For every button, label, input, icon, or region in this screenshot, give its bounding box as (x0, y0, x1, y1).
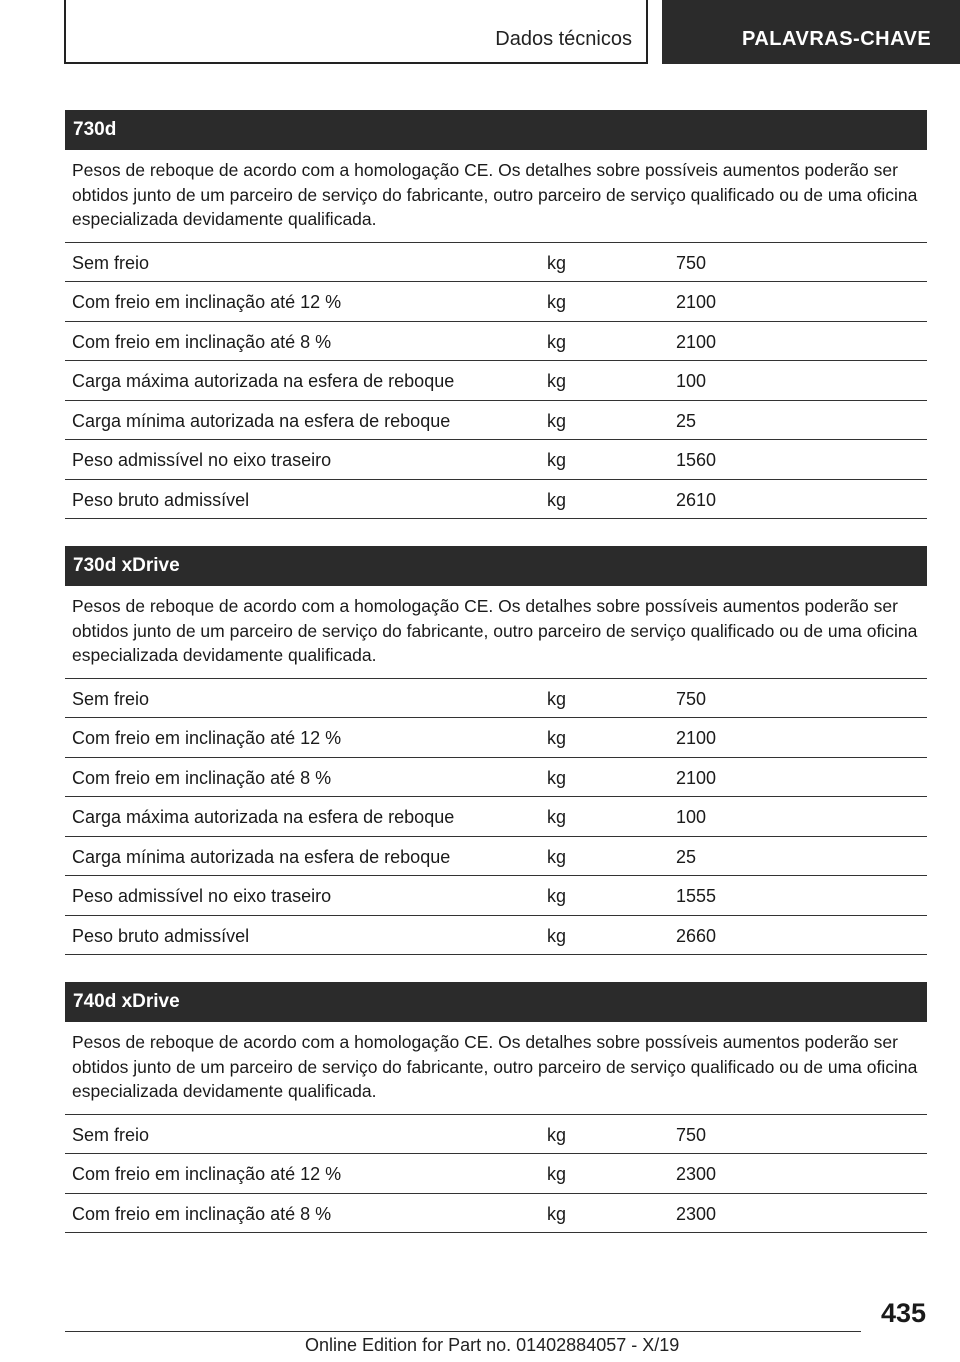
table-row (65, 876, 927, 916)
table-row (65, 916, 927, 956)
row-value: 2300 (676, 1164, 717, 1184)
row-label: Carga máxima autorizada na esfera de reboque (72, 371, 455, 391)
row-label: Peso admissível no eixo traseiro (72, 450, 332, 470)
row-label: Sem freio (72, 1124, 150, 1145)
row-value: 1560 (676, 450, 717, 470)
row-unit: kg (547, 767, 567, 788)
row-label: Com freio em inclinação até 8 % (72, 331, 332, 352)
row-value: 2100 (676, 292, 717, 312)
page-number: 435 (880, 1298, 926, 1328)
row-unit: kg (547, 688, 567, 709)
row-value: 2100 (676, 767, 717, 788)
row-unit: kg (547, 807, 567, 827)
row-unit: kg (547, 728, 567, 748)
row-value: 2610 (676, 489, 717, 510)
footer-divider (65, 1331, 861, 1332)
row-label: Carga mínima autorizada na esfera de reboque (72, 846, 451, 867)
table-row (65, 401, 927, 441)
row-unit: kg (547, 1124, 567, 1145)
table-row (65, 679, 927, 719)
row-value: 750 (676, 1124, 707, 1145)
spec-section-740d-xdrive (65, 982, 927, 1233)
table-row (65, 837, 927, 877)
row-label: Peso bruto admissível (72, 489, 250, 510)
section-description: Pesos de reboque de acordo com a homologação CE. Os detalhes sobre possíveis aumentos poderão ser obtidos junto de um parceiro de serviço do fabricante, outro parceiro de serviço qualificado ou de uma oficina especializada devidamente qualificada. (65, 150, 927, 243)
row-label: Carga mínima autorizada na esfera de reboque (72, 410, 451, 431)
header-section-title: Dados técnicos (495, 28, 632, 50)
spec-section-730d (65, 110, 927, 519)
row-value: 25 (676, 846, 697, 867)
row-label: Sem freio (72, 252, 150, 273)
table-row (65, 480, 927, 520)
row-label: Com freio em inclinação até 12 % (72, 728, 342, 748)
row-label: Com freio em inclinação até 8 % (72, 767, 332, 788)
section-description: Pesos de reboque de acordo com a homologação CE. Os detalhes sobre possíveis aumentos poderão ser obtidos junto de um parceiro de serviço do fabricante, outro parceiro de serviço qualificado ou de uma oficina especializada devidamente qualificada. (65, 1022, 927, 1115)
row-unit: kg (547, 925, 567, 946)
section-title: 730d xDrive (65, 546, 927, 586)
row-value: 100 (676, 371, 707, 391)
row-unit: kg (547, 450, 567, 470)
row-unit: kg (547, 489, 567, 510)
table-row (65, 440, 927, 480)
row-label: Sem freio (72, 688, 150, 709)
keywords-tab-label: PALAVRAS-CHAVE (742, 28, 932, 50)
row-value: 100 (676, 807, 707, 827)
row-label: Com freio em inclinação até 8 % (72, 1203, 332, 1224)
row-value: 2300 (676, 1203, 717, 1224)
row-value: 2100 (676, 331, 717, 352)
table-row (65, 361, 927, 401)
section-title: 740d xDrive (65, 982, 927, 1022)
row-label: Peso admissível no eixo traseiro (72, 886, 332, 906)
table-row (65, 758, 927, 798)
section-title: 730d (65, 110, 927, 150)
row-unit: kg (547, 292, 567, 312)
row-value: 750 (676, 252, 707, 273)
row-label: Peso bruto admissível (72, 925, 250, 946)
table-row (65, 322, 927, 362)
spec-section-730d-xdrive (65, 546, 927, 955)
row-label: Com freio em inclinação até 12 % (72, 1164, 342, 1184)
row-label: Carga máxima autorizada na esfera de reboque (72, 807, 455, 827)
row-unit: kg (547, 846, 567, 867)
table-row (65, 718, 927, 758)
table-row (65, 1115, 927, 1155)
row-label: Com freio em inclinação até 12 % (72, 292, 342, 312)
page-header (0, 0, 960, 66)
header-section-box (64, 0, 648, 64)
row-unit: kg (547, 886, 567, 906)
row-unit: kg (547, 1164, 567, 1184)
row-unit: kg (547, 410, 567, 431)
table-row (65, 243, 927, 283)
row-value: 750 (676, 688, 707, 709)
row-unit: kg (547, 1203, 567, 1224)
row-value: 1555 (676, 886, 717, 906)
row-value: 2100 (676, 728, 717, 748)
table-row (65, 1154, 927, 1194)
keywords-tab[interactable] (662, 0, 960, 64)
footer-edition-text: Online Edition for Part no. 01402884057 - X/19 (305, 1335, 680, 1355)
table-row (65, 282, 927, 322)
row-unit: kg (547, 371, 567, 391)
row-value: 25 (676, 410, 697, 431)
table-row (65, 797, 927, 837)
section-description: Pesos de reboque de acordo com a homologação CE. Os detalhes sobre possíveis aumentos poderão ser obtidos junto de um parceiro de serviço do fabricante, outro parceiro de serviço qualificado ou de uma oficina especializada devidamente qualificada. (65, 586, 927, 679)
table-row (65, 1194, 927, 1234)
row-unit: kg (547, 331, 567, 352)
row-unit: kg (547, 252, 567, 273)
row-value: 2660 (676, 925, 717, 946)
